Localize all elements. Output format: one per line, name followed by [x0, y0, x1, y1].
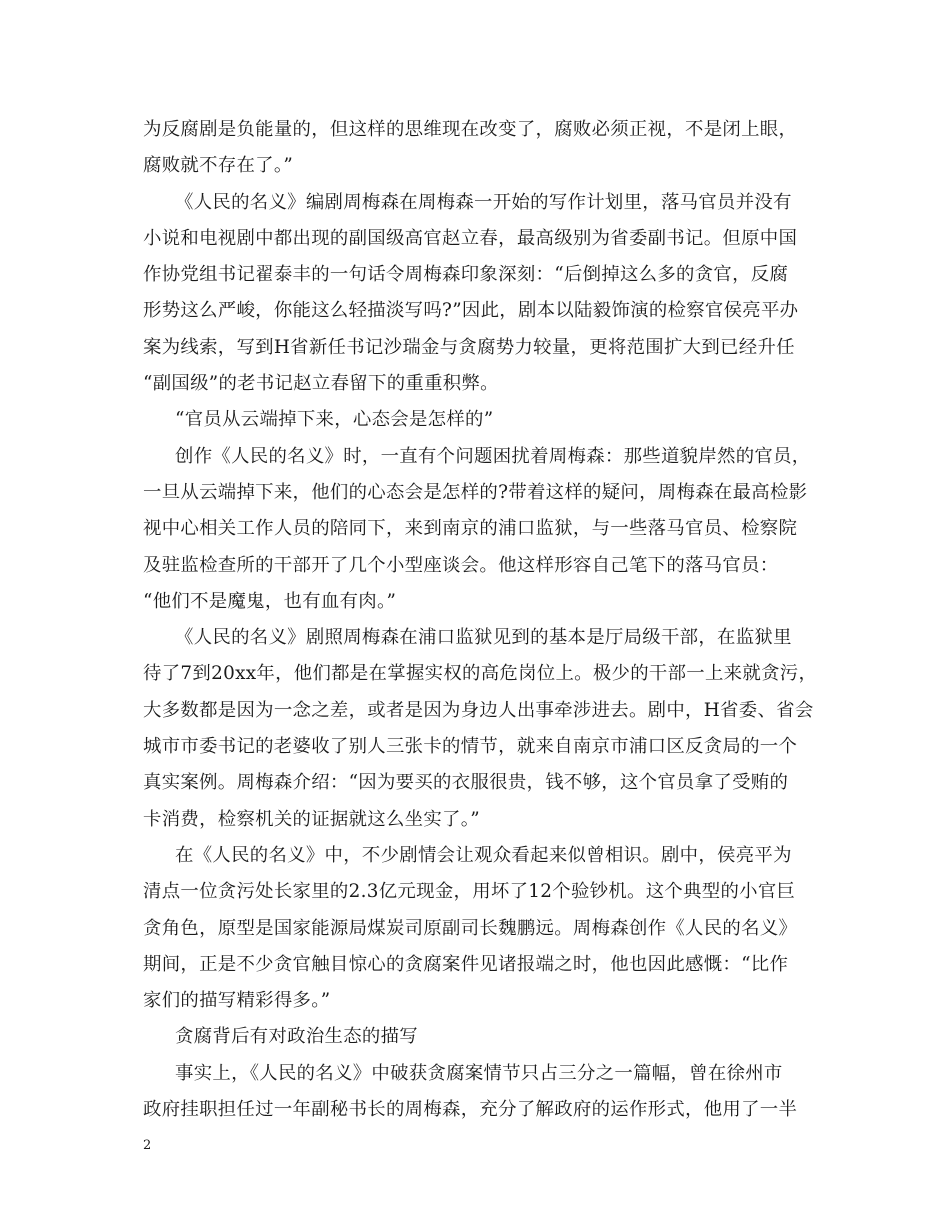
text-line: “他们不是魔鬼，也有血有肉。”	[143, 590, 397, 612]
text-line: 事实上，《人民的名义》中破获贪腐案情节只占三分之一篇幅，曾在徐州市	[175, 1062, 783, 1084]
text-line: 贪腐背后有对政治生态的描写	[175, 1026, 418, 1048]
text-line: 一旦从云端掉下来，他们的心态会是怎样的?带着这样的疑问，周梅森在最高检影	[143, 481, 808, 503]
text-line: 卡消费，检察机关的证据就这么坐实了。”	[143, 808, 480, 830]
text-line: 待了7到20xx年，他们都是在掌握实权的高危岗位上。极少的干部一上来就贪污，	[143, 663, 818, 685]
text-line: 清点一位贪污处长家里的2.3亿元现金，用坏了12个验钞机。这个典型的小官巨	[143, 881, 796, 903]
text-line: 案为线索，写到H省新任书记沙瑞金与贪腐势力较量，更将范围扩大到已经升任	[143, 336, 795, 358]
text-line: 家们的描写精彩得多。”	[143, 990, 331, 1012]
text-line: 视中心相关工作人员的陪同下，来到南京的浦口监狱，与一些落马官员、检察院	[143, 518, 798, 540]
text-line: 《人民的名义》编剧周梅森在周梅森一开始的写作计划里，落马官员并没有	[175, 191, 792, 213]
text-line: 在《人民的名义》中，不少剧情会让观众看起来似曾相识。剧中，侯亮平为	[175, 844, 792, 866]
text-line: 大多数都是因为一念之差，或者是因为身边人出事牵涉进去。剧中，H省委、省会	[143, 699, 814, 721]
text-line: 创作《人民的名义》时，一直有个问题困扰着周梅森：那些道貌岸然的官员，	[175, 445, 811, 467]
text-line: 政府挂职担任过一年副秘书长的周梅森，充分了解政府的运作形式，他用了一半	[143, 1099, 798, 1121]
text-line: 腐败就不存在了。”	[143, 155, 294, 177]
text-line: 为反腐剧是负能量的，但这样的思维现在改变了，腐败必须正视，不是闭上眼，	[143, 119, 798, 140]
text-line: “官员从云端掉下来，心态会是怎样的”	[175, 409, 494, 431]
text-line: 小说和电视剧中都出现的副国级高官赵立春，最高级别为省委副书记。但原中国	[143, 227, 798, 249]
page-number: 2	[143, 1138, 152, 1153]
text-line: “副国级”的老书记赵立春留下的重重积弊。	[143, 373, 499, 395]
text-line: 城市市委书记的老婆收了别人三张卡的情节，就来自南京市浦口区反贪局的一个	[143, 736, 798, 758]
text-line: 真实案例。周梅森介绍：“因为要买的衣服很贵，钱不够，这个官员拿了受贿的	[143, 772, 789, 794]
text-line: 形势这么严峻，你能这么轻描淡写吗?”因此，剧本以陆毅饰演的检察官侯亮平办	[143, 300, 799, 322]
document-body	[143, 112, 818, 1128]
text-line: 贪角色，原型是国家能源局煤炭司原副司长魏鹏远。周梅森创作《人民的名义》	[143, 917, 798, 939]
text-line: 《人民的名义》剧照周梅森在浦口监狱见到的基本是厅局级干部，在监狱里	[175, 627, 792, 649]
text-line: 作协党组书记翟泰丰的一句话令周梅森印象深刻：“后倒掉这么多的贪官，反腐	[143, 264, 789, 286]
text-line: 及驻监检查所的干部开了几个小型座谈会。他这样形容自己笔下的落马官员：	[143, 554, 779, 576]
text-line: 期间，正是不少贪官触目惊心的贪腐案件见诸报端之时，他也因此感慨：“比作	[143, 953, 789, 975]
